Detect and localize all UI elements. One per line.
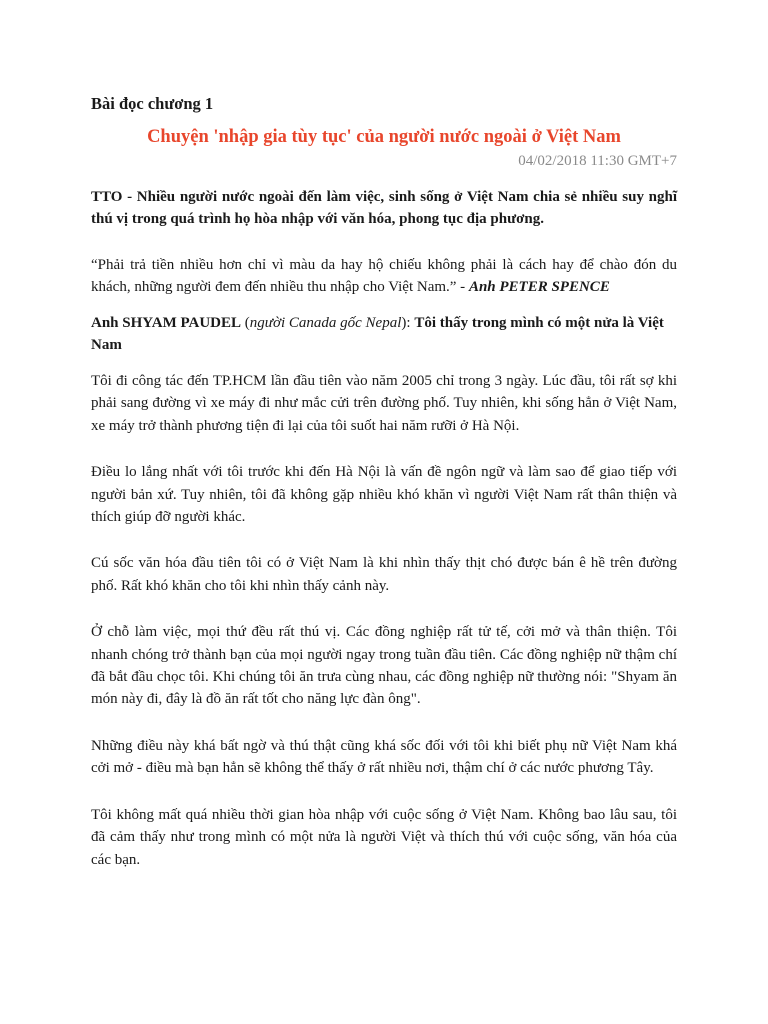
speaker-claim: Tôi thấy trong mình có một nửa là Việt Nam: [91, 315, 664, 353]
speaker-paren-open: (: [241, 315, 250, 331]
article-page: [91, 92, 677, 895]
article-title: Chuyện 'nhập gia tùy tục' của người nước ngoài ở Việt Nam: [147, 127, 621, 147]
pull-quote: [91, 254, 677, 298]
body-paragraph: Tôi đi công tác đến TP.HCM lần đầu tiên vào năm 2005 chỉ trong 3 ngày. Lúc đầu, tôi rất sợ khi phải sang đường vì xe máy đi như mắc cửi trên đường phố. Tuy nhiên, khi sống hẳn ở Việt Nam, xe máy trở thành phương tiện đi lại của tôi suốt hai năm rưỡi ở Hà Nội.: [91, 373, 677, 434]
body-paragraph: Ở chỗ làm việc, mọi thứ đều rất thú vị. Các đồng nghiệp rất tử tế, cởi mở và thân thiện. Tôi nhanh chóng trở thành bạn của mọi người ngay trong tuần đầu tiên. Các đồng nghiệp nữ thậm chí đã bắt đầu chọc tôi. Khi chúng tôi ăn trưa cùng nhau, các đồng nghiệp nữ thường nói: "Shyam ăn món này đi, đây là đồ ăn rất tốt cho năng lực đàn ông".: [91, 624, 677, 708]
article-lede: TTO - Nhiều người nước ngoài đến làm việc, sinh sống ở Việt Nam chia sẻ nhiều suy nghĩ thú vị trong quá trình họ hòa nhập với văn hóa, phong tục địa phương.: [91, 189, 677, 227]
speaker-heading: [91, 312, 677, 356]
body-paragraph: Điều lo lắng nhất với tôi trước khi đến Hà Nội là vấn đề ngôn ngữ và làm sao để giao tiếp với người bản xứ. Tuy nhiên, tôi đã không gặp nhiều khó khăn vì người Việt Nam rất thân thiện và thích giúp đỡ người khác.: [91, 464, 677, 526]
chapter-label: Bài đọc chương 1: [91, 94, 214, 113]
body-paragraph: Những điều này khá bất ngờ và thú thật cũng khá sốc đối với tôi khi biết phụ nữ Việt Nam khá cởi mở - điều mà bạn hẳn sẽ không thể thấy ở rất nhiều nơi, thậm chí ở các nước phương Tây.: [91, 737, 677, 777]
body-paragraph: Tôi không mất quá nhiều thời gian hòa nhập với cuộc sống ở Việt Nam. Không bao lâu sau, tôi đã cảm thấy như trong mình có một nửa là người Việt và thích thú với cuộc sống, văn hóa của các bạn.: [91, 806, 677, 868]
pull-quote-text: “Phải trả tiền nhiều hơn chỉ vì màu da hay hộ chiếu không phải là cách hay để chào đón du khách, những người đem đến nhiều thu nhập cho Việt Nam.” -: [91, 257, 677, 295]
body-paragraph: Cú sốc văn hóa đầu tiên tôi có ở Việt Nam là khi nhìn thấy thịt chó được bán ê hề trên đường phố. Rất khó khăn cho tôi khi nhìn thấy cảnh này.: [91, 555, 677, 594]
speaker-origin: người Canada gốc Nepal: [249, 315, 402, 331]
speaker-name: Anh SHYAM PAUDEL: [91, 315, 242, 331]
article-dateline: 04/02/2018 11:30 GMT+7: [518, 153, 677, 169]
pull-quote-author: Anh PETER SPENCE: [468, 279, 610, 295]
speaker-paren-close: ):: [401, 315, 415, 331]
